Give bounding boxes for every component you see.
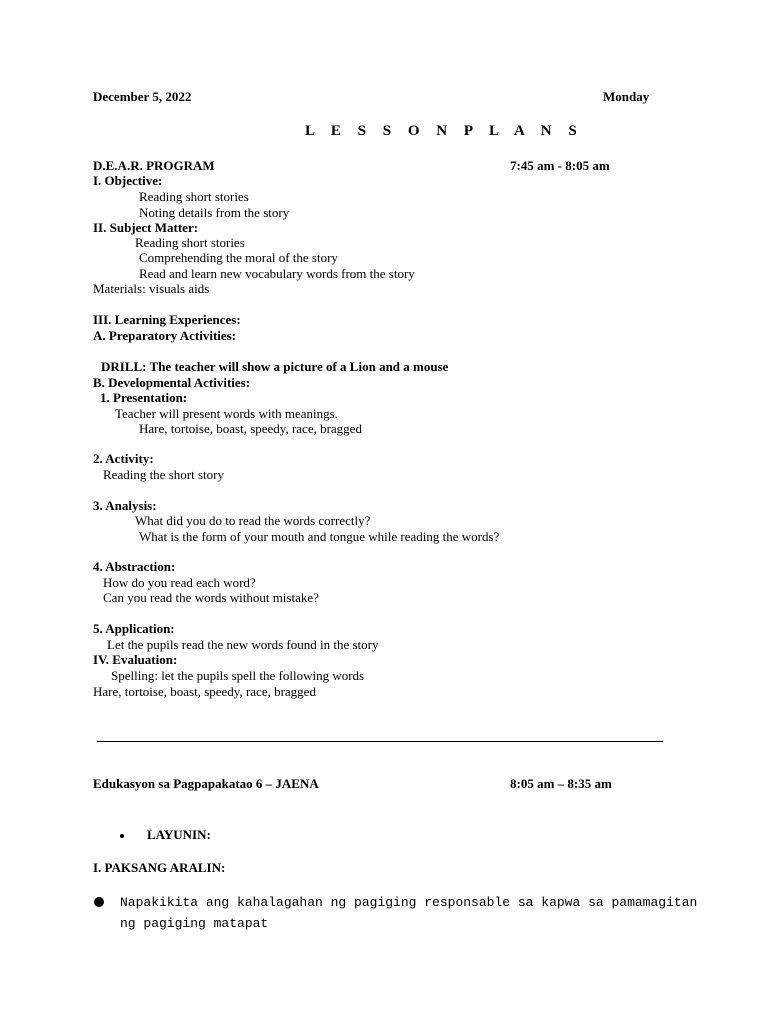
subject-matter-heading: II. Subject Matter: xyxy=(93,220,199,235)
subject-item: Read and learn new vocabulary words from the story xyxy=(139,266,415,281)
evaluation-heading: IV. Evaluation: xyxy=(93,652,178,667)
learning-experiences-heading: III. Learning Experiences: xyxy=(93,312,241,327)
analysis-question: What did you do to read the words correctly? xyxy=(135,513,371,528)
presentation-text: Teacher will present words with meanings. xyxy=(115,406,338,421)
lesson-date: December 5, 2022 xyxy=(93,89,192,104)
application-text: Let the pupils read the new words found in the story xyxy=(107,637,379,652)
lesson-day: Monday xyxy=(603,89,650,104)
activity-heading: 2. Activity: xyxy=(93,451,154,466)
bullet-icon xyxy=(94,897,104,907)
objective-item: Noting details from the story xyxy=(139,205,290,220)
objective-item: Reading short stories xyxy=(139,189,249,204)
page-title: L E S S O N P L A N S xyxy=(305,123,584,139)
preparatory-heading: A. Preparatory Activities: xyxy=(93,328,237,343)
evaluation-text: Spelling: let the pupils spell the following words xyxy=(111,668,365,683)
materials-line: Materials: visuals aids xyxy=(93,281,210,296)
esp-bullet-line: ng pagiging matapat xyxy=(120,916,269,931)
layunin-heading: LAYUNIN: xyxy=(147,827,211,842)
subject-item: Comprehending the moral of the story xyxy=(139,250,338,265)
esp-subject: Edukasyon sa Pagpapakatao 6 – JAENA xyxy=(93,776,319,791)
abstraction-question: How do you read each word? xyxy=(103,575,256,590)
abstraction-question: Can you read the words without mistake? xyxy=(103,590,319,605)
abstraction-heading: 4. Abstraction: xyxy=(93,559,176,574)
objective-heading: I. Objective: xyxy=(93,173,163,188)
bullet-icon xyxy=(120,834,124,838)
developmental-heading: B. Developmental Activities: xyxy=(93,375,251,390)
esp-time: 8:05 am – 8:35 am xyxy=(510,776,612,791)
evaluation-words: Hare, tortoise, boast, speedy, race, bragged xyxy=(93,684,316,699)
paksang-aralin-heading: I. PAKSANG ARALIN: xyxy=(93,860,226,875)
program-name: D.E.A.R. PROGRAM xyxy=(93,158,215,173)
presentation-words: Hare, tortoise, boast, speedy, race, bragged xyxy=(139,421,362,436)
activity-text: Reading the short story xyxy=(103,467,224,482)
subject-item: Reading short stories xyxy=(135,235,245,250)
section-divider xyxy=(97,741,663,742)
program-time: 7:45 am - 8:05 am xyxy=(510,158,610,173)
analysis-question: What is the form of your mouth and tongue while reading the words? xyxy=(139,529,500,544)
drill-line: DRILL: The teacher will show a picture of a Lion and a mouse xyxy=(101,359,449,374)
analysis-heading: 3. Analysis: xyxy=(93,498,157,513)
presentation-heading: 1. Presentation: xyxy=(100,390,188,405)
application-heading: 5. Application: xyxy=(93,621,175,636)
esp-bullet-line: Napakikita ang kahalagahan ng pagiging responsable sa kapwa sa pamamagitan xyxy=(120,895,698,910)
